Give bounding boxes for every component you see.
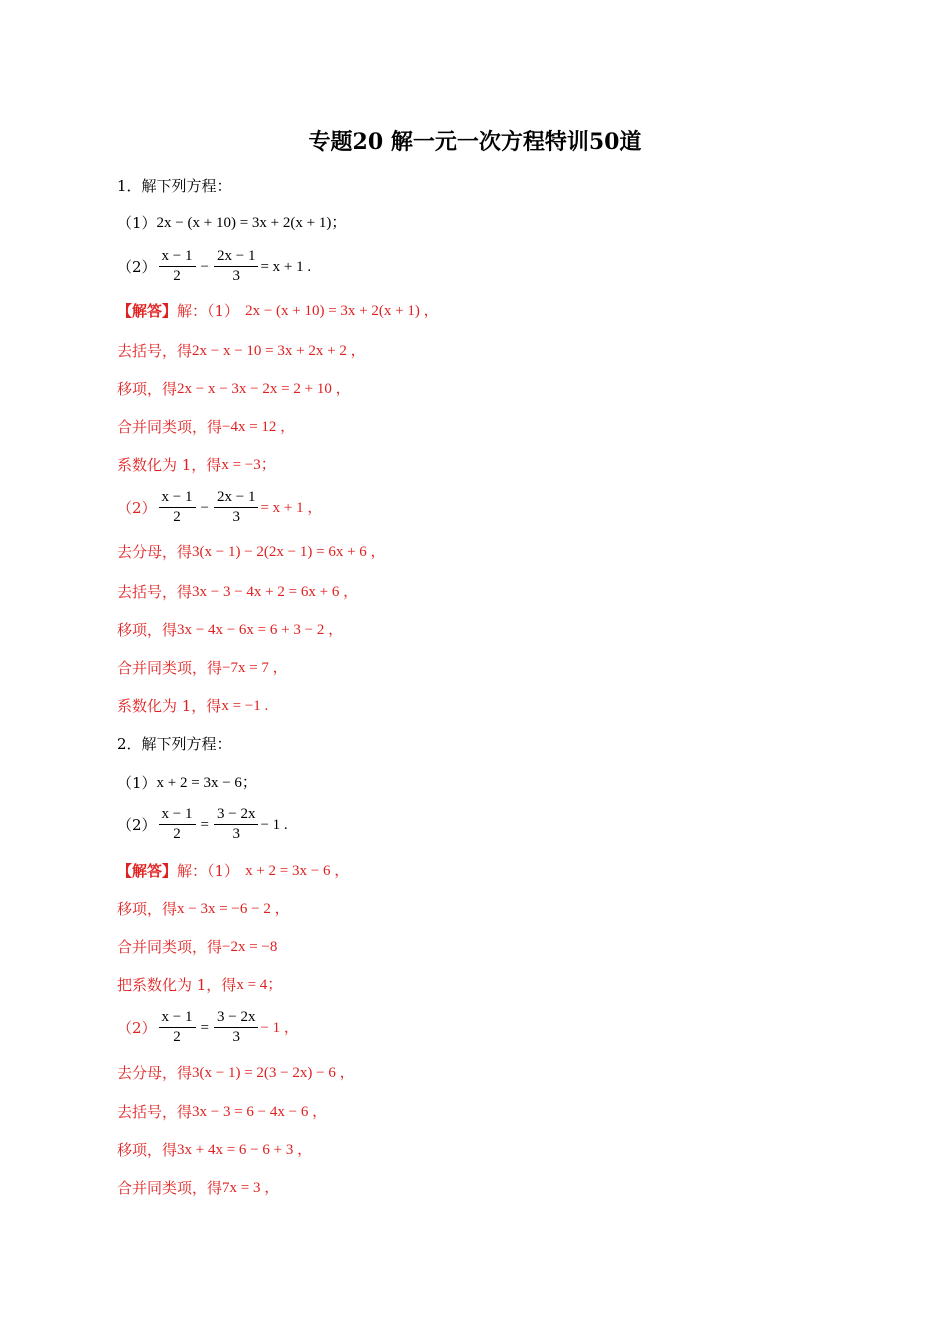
fraction (159, 247, 196, 286)
step-text: 把系数化为 1，得 (117, 976, 237, 994)
fraction-denominator: 3 (232, 1029, 240, 1045)
fraction-numerator: x − 1 (159, 247, 196, 267)
fraction (214, 1008, 258, 1047)
q2-step (117, 1139, 312, 1161)
part-label: （2） (117, 257, 157, 276)
answer-lead: 解：（1） (177, 302, 240, 320)
fraction (159, 1008, 196, 1047)
answer-tag: 【解答】 (117, 862, 178, 880)
fraction-denominator: 3 (232, 509, 240, 525)
q2-step (117, 974, 282, 996)
step-text: 去括号，得 (117, 583, 193, 601)
fraction (159, 488, 196, 527)
fraction-numerator: 2x − 1 (214, 247, 258, 267)
q2-step (117, 898, 290, 920)
step-text: 移项，得 (117, 380, 178, 398)
q1-part1 (117, 212, 346, 234)
fraction-denominator: 2 (173, 826, 181, 842)
equation: −7x = 7 ， (222, 660, 288, 676)
operator: = (200, 1019, 209, 1036)
fraction-denominator: 3 (232, 826, 240, 842)
q1-answer-start (117, 300, 439, 322)
fraction (214, 247, 258, 286)
answer-lead: 解：（1） (177, 862, 240, 880)
question-2-label: 2．解下列方程： (117, 735, 232, 753)
part-label: （2） (117, 498, 157, 517)
equation: 2x − (x + 10) = 3x + 2(x + 1) ， (245, 303, 439, 319)
q1-step (117, 541, 386, 563)
step-text: 合并同类项，得 (117, 938, 223, 956)
fraction-denominator: 2 (173, 1029, 181, 1045)
fraction-numerator: 3 − 2x (214, 805, 258, 825)
fraction (214, 805, 258, 844)
q1-step (117, 340, 366, 362)
fraction-denominator: 3 (232, 268, 240, 284)
equation: −2x = −8 (222, 939, 278, 955)
q1-step (117, 619, 343, 641)
equation: 3x − 3 = 6 − 4x − 6 ， (192, 1104, 328, 1120)
equation: 3x − 4x − 6x = 6 + 3 − 2 ， (177, 622, 344, 638)
equation: 2x − x − 10 = 3x + 2x + 2 ， (192, 343, 366, 359)
step-text: 系数化为 1，得 (117, 697, 222, 715)
q2-step (117, 1101, 327, 1123)
q2-answer-part2 (117, 1008, 299, 1047)
equation: x = 4； (236, 977, 283, 993)
q1-step (117, 454, 276, 476)
step-text: 合并同类项，得 (117, 659, 223, 677)
fraction-denominator: 2 (173, 509, 181, 525)
q1-part2 (117, 247, 311, 286)
q1-step (117, 657, 288, 679)
q1-answer-part2 (117, 488, 322, 527)
equation: 3(x − 1) = 2(3 − 2x) − 6 ， (192, 1065, 355, 1081)
fraction-numerator: x − 1 (159, 1008, 196, 1028)
equation: 3x + 4x = 6 − 6 + 3 ， (177, 1142, 313, 1158)
equation: x + 2 = 3x − 6； (156, 775, 257, 791)
fraction (214, 488, 258, 527)
equation: 7x = 3 ， (222, 1180, 280, 1196)
equation-tail: = x + 1 . (260, 258, 312, 275)
fraction-numerator: 2x − 1 (214, 488, 258, 508)
part-label: （1） (117, 774, 157, 792)
equation: x − 3x = −6 − 2 ， (177, 901, 290, 917)
question-1-label: 1．解下列方程： (117, 177, 232, 195)
equation: x = −1 . (221, 698, 269, 714)
equation: 2x − x − 3x − 2x = 2 + 10 ， (177, 381, 351, 397)
operator: = (200, 816, 209, 833)
equation: x = −3； (221, 457, 276, 473)
step-text: 合并同类项，得 (117, 418, 223, 436)
q2-part1 (117, 772, 257, 794)
q2-step (117, 936, 277, 958)
equation: 3x − 3 − 4x + 2 = 6x + 6 ， (192, 584, 359, 600)
fraction-numerator: x − 1 (159, 805, 196, 825)
q2-step (117, 1177, 279, 1199)
q2-step (117, 1062, 355, 1084)
question-1-heading (117, 175, 232, 197)
q1-step (117, 695, 268, 717)
step-text: 去括号，得 (117, 342, 193, 360)
equation: x + 2 = 3x − 6 ， (245, 863, 350, 879)
equation: −4x = 12 ， (222, 419, 296, 435)
equation-tail: = x + 1 ， (260, 499, 323, 516)
answer-tag: 【解答】 (117, 302, 178, 320)
equation-tail: − 1 . (260, 816, 288, 833)
step-text: 移项，得 (117, 1141, 178, 1159)
fraction-numerator: x − 1 (159, 488, 196, 508)
step-text: 合并同类项，得 (117, 1179, 223, 1197)
part-label: （2） (117, 815, 157, 834)
operator: − (200, 499, 209, 516)
step-text: 去括号，得 (117, 1103, 193, 1121)
equation-tail: − 1 ， (260, 1019, 299, 1036)
equation: 2x − (x + 10) = 3x + 2(x + 1)； (156, 215, 347, 231)
q2-part2 (117, 805, 288, 844)
fraction (159, 805, 196, 844)
part-label: （2） (117, 1018, 157, 1037)
question-2-heading (117, 733, 232, 755)
q1-step (117, 416, 295, 438)
step-text: 去分母，得 (117, 543, 193, 561)
page-title: 专题20 解一元一次方程特训50道 (308, 129, 642, 155)
step-text: 去分母，得 (117, 1064, 193, 1082)
operator: − (200, 258, 209, 275)
equation: 3(x − 1) − 2(2x − 1) = 6x + 6 ， (192, 544, 386, 560)
q2-answer-start (117, 860, 349, 882)
q1-step (117, 378, 351, 400)
step-text: 移项，得 (117, 900, 178, 918)
part-label: （1） (117, 214, 157, 232)
q1-step (117, 581, 358, 603)
step-text: 移项，得 (117, 621, 178, 639)
fraction-denominator: 2 (173, 268, 181, 284)
fraction-numerator: 3 − 2x (214, 1008, 258, 1028)
step-text: 系数化为 1，得 (117, 456, 222, 474)
